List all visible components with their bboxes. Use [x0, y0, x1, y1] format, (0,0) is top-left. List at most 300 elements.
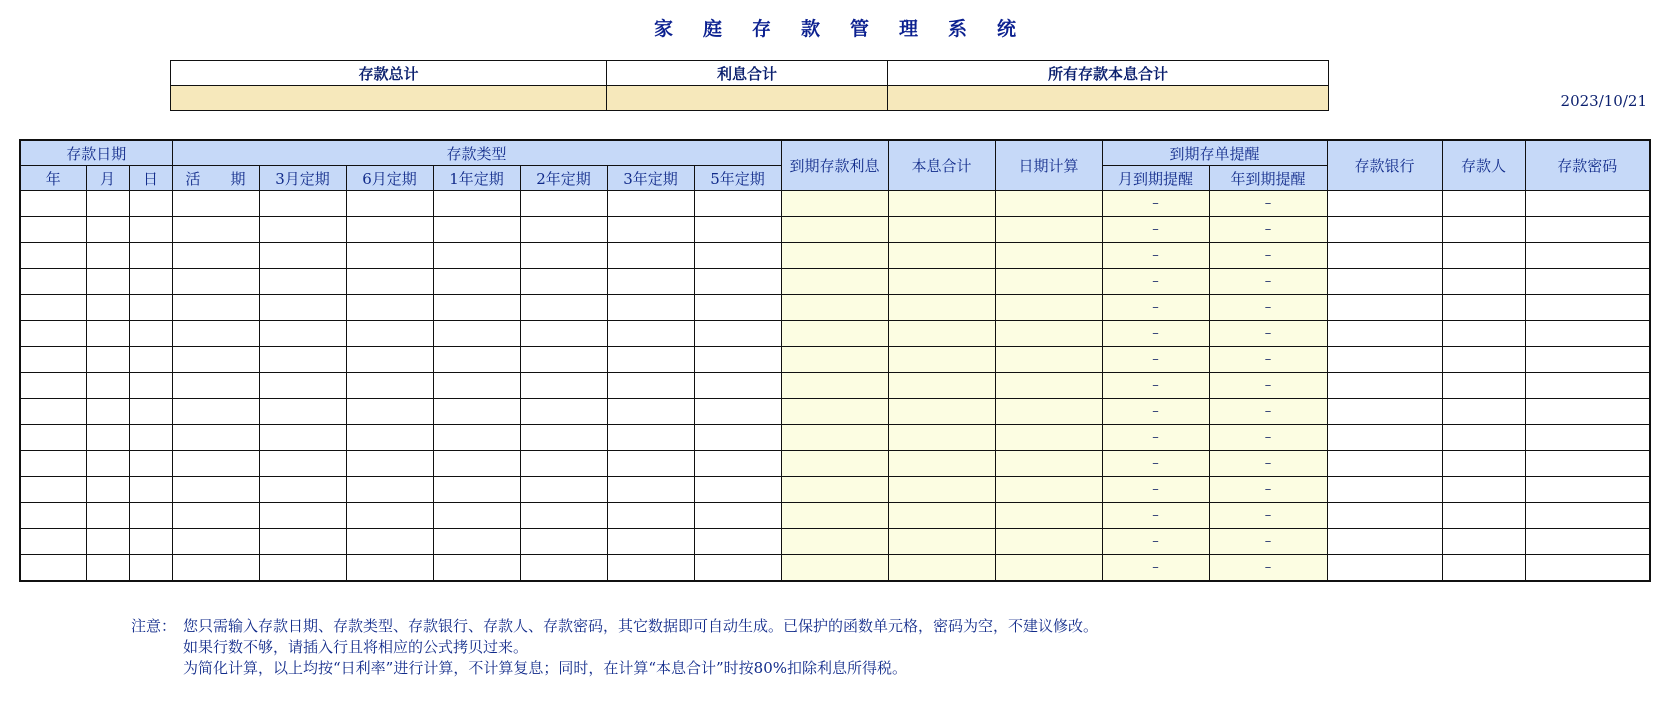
- cell-principal-interest[interactable]: [888, 347, 995, 373]
- cell-6m[interactable]: [346, 269, 433, 295]
- cell-demand[interactable]: [172, 529, 259, 555]
- cell-password[interactable]: [1525, 555, 1650, 582]
- cell-1y[interactable]: [433, 373, 520, 399]
- cell-month-reminder[interactable]: –: [1102, 217, 1209, 243]
- cell-5y[interactable]: [694, 399, 781, 425]
- cell-3y[interactable]: [607, 269, 694, 295]
- cell-maturity-interest[interactable]: [781, 191, 888, 217]
- cell-year-reminder[interactable]: –: [1209, 217, 1327, 243]
- cell-maturity-interest[interactable]: [781, 503, 888, 529]
- cell-month[interactable]: [86, 295, 129, 321]
- cell-month[interactable]: [86, 243, 129, 269]
- cell-demand[interactable]: [172, 425, 259, 451]
- cell-1y[interactable]: [433, 347, 520, 373]
- cell-demand[interactable]: [172, 321, 259, 347]
- cell-2y[interactable]: [520, 347, 607, 373]
- cell-day[interactable]: [129, 217, 172, 243]
- cell-3m[interactable]: [259, 373, 346, 399]
- cell-bank[interactable]: [1327, 399, 1442, 425]
- header-3y: 3年定期: [607, 166, 694, 191]
- cell-principal-interest[interactable]: [888, 451, 995, 477]
- cell-3y[interactable]: [607, 347, 694, 373]
- cell-bank[interactable]: [1327, 425, 1442, 451]
- cell-6m[interactable]: [346, 321, 433, 347]
- cell-depositor[interactable]: [1442, 295, 1525, 321]
- cell-3m[interactable]: [259, 217, 346, 243]
- table-row: [20, 347, 1650, 373]
- cell-3m[interactable]: [259, 347, 346, 373]
- cell-bank[interactable]: [1327, 373, 1442, 399]
- cell-year-reminder[interactable]: –: [1209, 529, 1327, 555]
- cell-maturity-interest[interactable]: [781, 347, 888, 373]
- cell-2y[interactable]: [520, 555, 607, 582]
- cell-6m[interactable]: [346, 295, 433, 321]
- cell-day[interactable]: [129, 243, 172, 269]
- cell-principal-interest[interactable]: [888, 503, 995, 529]
- cell-6m[interactable]: [346, 425, 433, 451]
- cell-year[interactable]: [20, 321, 86, 347]
- cell-5y[interactable]: [694, 451, 781, 477]
- cell-demand[interactable]: [172, 295, 259, 321]
- cell-3y[interactable]: [607, 451, 694, 477]
- cell-password[interactable]: [1525, 503, 1650, 529]
- cell-month-reminder[interactable]: –: [1102, 451, 1209, 477]
- cell-6m[interactable]: [346, 347, 433, 373]
- cell-3y[interactable]: [607, 191, 694, 217]
- cell-principal-interest[interactable]: [888, 243, 995, 269]
- cell-6m[interactable]: [346, 399, 433, 425]
- cell-date-calc[interactable]: [995, 555, 1102, 582]
- cell-3y[interactable]: [607, 503, 694, 529]
- title-char: 管: [850, 18, 872, 40]
- cell-date-calc[interactable]: [995, 503, 1102, 529]
- cell-5y[interactable]: [694, 321, 781, 347]
- cell-principal-interest[interactable]: [888, 529, 995, 555]
- cell-3y[interactable]: [607, 295, 694, 321]
- cell-day[interactable]: [129, 425, 172, 451]
- cell-day[interactable]: [129, 269, 172, 295]
- cell-5y[interactable]: [694, 217, 781, 243]
- cell-1y[interactable]: [433, 295, 520, 321]
- cell-year[interactable]: [20, 425, 86, 451]
- table-row: [20, 425, 1650, 451]
- cell-1y[interactable]: [433, 243, 520, 269]
- cell-2y[interactable]: [520, 321, 607, 347]
- cell-demand[interactable]: [172, 217, 259, 243]
- cell-principal-interest[interactable]: [888, 269, 995, 295]
- cell-day[interactable]: [129, 529, 172, 555]
- cell-2y[interactable]: [520, 425, 607, 451]
- cell-depositor[interactable]: [1442, 269, 1525, 295]
- cell-2y[interactable]: [520, 217, 607, 243]
- cell-password[interactable]: [1525, 217, 1650, 243]
- cell-year-reminder[interactable]: –: [1209, 243, 1327, 269]
- cell-day[interactable]: [129, 555, 172, 582]
- cell-day[interactable]: [129, 503, 172, 529]
- cell-2y[interactable]: [520, 399, 607, 425]
- cell-month[interactable]: [86, 425, 129, 451]
- cell-day[interactable]: [129, 451, 172, 477]
- cell-3y[interactable]: [607, 529, 694, 555]
- cell-demand[interactable]: [172, 373, 259, 399]
- cell-6m[interactable]: [346, 529, 433, 555]
- cell-1y[interactable]: [433, 217, 520, 243]
- cell-password[interactable]: [1525, 321, 1650, 347]
- cell-password[interactable]: [1525, 451, 1650, 477]
- cell-maturity-interest[interactable]: [781, 555, 888, 582]
- cell-5y[interactable]: [694, 295, 781, 321]
- cell-password[interactable]: [1525, 477, 1650, 503]
- cell-year-reminder[interactable]: –: [1209, 399, 1327, 425]
- cell-3m[interactable]: [259, 269, 346, 295]
- cell-year[interactable]: [20, 347, 86, 373]
- cell-bank[interactable]: [1327, 451, 1442, 477]
- cell-day[interactable]: [129, 295, 172, 321]
- cell-1y[interactable]: [433, 191, 520, 217]
- cell-year[interactable]: [20, 529, 86, 555]
- summary-header-total-deposit: 存款总计: [171, 61, 607, 86]
- cell-year[interactable]: [20, 399, 86, 425]
- cell-5y[interactable]: [694, 425, 781, 451]
- cell-year-reminder[interactable]: –: [1209, 321, 1327, 347]
- cell-maturity-interest[interactable]: [781, 451, 888, 477]
- table-row: [20, 399, 1650, 425]
- cell-bank[interactable]: [1327, 503, 1442, 529]
- cell-2y[interactable]: [520, 451, 607, 477]
- cell-bank[interactable]: [1327, 477, 1442, 503]
- cell-password[interactable]: [1525, 425, 1650, 451]
- cell-principal-interest[interactable]: [888, 425, 995, 451]
- cell-year-reminder[interactable]: –: [1209, 425, 1327, 451]
- cell-date-calc[interactable]: [995, 191, 1102, 217]
- cell-principal-interest[interactable]: [888, 191, 995, 217]
- cell-6m[interactable]: [346, 555, 433, 582]
- cell-year-reminder[interactable]: –: [1209, 555, 1327, 582]
- cell-5y[interactable]: [694, 191, 781, 217]
- header-month-reminder: 月到期提醒: [1102, 166, 1209, 191]
- table-row: [20, 477, 1650, 503]
- cell-month[interactable]: [86, 399, 129, 425]
- cell-year[interactable]: [20, 269, 86, 295]
- cell-3m[interactable]: [259, 503, 346, 529]
- cell-year-reminder[interactable]: –: [1209, 503, 1327, 529]
- cell-date-calc[interactable]: [995, 295, 1102, 321]
- cell-1y[interactable]: [433, 321, 520, 347]
- cell-principal-interest[interactable]: [888, 295, 995, 321]
- title-char: 款: [800, 18, 822, 40]
- cell-3m[interactable]: [259, 399, 346, 425]
- cell-date-calc[interactable]: [995, 477, 1102, 503]
- cell-bank[interactable]: [1327, 321, 1442, 347]
- cell-demand[interactable]: [172, 503, 259, 529]
- cell-demand[interactable]: [172, 191, 259, 217]
- cell-month-reminder[interactable]: –: [1102, 191, 1209, 217]
- cell-date-calc[interactable]: [995, 269, 1102, 295]
- cell-1y[interactable]: [433, 451, 520, 477]
- cell-2y[interactable]: [520, 243, 607, 269]
- cell-3m[interactable]: [259, 321, 346, 347]
- cell-6m[interactable]: [346, 217, 433, 243]
- cell-depositor[interactable]: [1442, 373, 1525, 399]
- cell-month[interactable]: [86, 451, 129, 477]
- cell-depositor[interactable]: [1442, 555, 1525, 582]
- cell-month[interactable]: [86, 555, 129, 582]
- cell-month-reminder[interactable]: –: [1102, 295, 1209, 321]
- cell-depositor[interactable]: [1442, 347, 1525, 373]
- title-char: 庭: [702, 18, 724, 40]
- cell-depositor[interactable]: [1442, 217, 1525, 243]
- cell-date-calc[interactable]: [995, 243, 1102, 269]
- cell-bank[interactable]: [1327, 347, 1442, 373]
- cell-principal-interest[interactable]: [888, 217, 995, 243]
- cell-demand[interactable]: [172, 347, 259, 373]
- cell-principal-interest[interactable]: [888, 477, 995, 503]
- cell-depositor[interactable]: [1442, 451, 1525, 477]
- title-char: 家: [653, 18, 675, 40]
- cell-depositor[interactable]: [1442, 503, 1525, 529]
- cell-year[interactable]: [20, 451, 86, 477]
- cell-2y[interactable]: [520, 191, 607, 217]
- cell-3y[interactable]: [607, 321, 694, 347]
- cell-day[interactable]: [129, 347, 172, 373]
- cell-year[interactable]: [20, 373, 86, 399]
- cell-month[interactable]: [86, 373, 129, 399]
- table-row: [20, 321, 1650, 347]
- cell-bank[interactable]: [1327, 529, 1442, 555]
- cell-day[interactable]: [129, 373, 172, 399]
- cell-date-calc[interactable]: [995, 399, 1102, 425]
- cell-3m[interactable]: [259, 295, 346, 321]
- cell-3y[interactable]: [607, 243, 694, 269]
- cell-1y[interactable]: [433, 425, 520, 451]
- cell-password[interactable]: [1525, 295, 1650, 321]
- cell-5y[interactable]: [694, 269, 781, 295]
- cell-maturity-interest[interactable]: [781, 269, 888, 295]
- cell-depositor[interactable]: [1442, 477, 1525, 503]
- cell-1y[interactable]: [433, 555, 520, 582]
- cell-depositor[interactable]: [1442, 399, 1525, 425]
- cell-month-reminder[interactable]: –: [1102, 425, 1209, 451]
- table-row: [20, 269, 1650, 295]
- cell-3y[interactable]: [607, 217, 694, 243]
- cell-3y[interactable]: [607, 425, 694, 451]
- cell-principal-interest[interactable]: [888, 321, 995, 347]
- cell-demand[interactable]: [172, 555, 259, 582]
- cell-depositor[interactable]: [1442, 191, 1525, 217]
- cell-month-reminder[interactable]: –: [1102, 269, 1209, 295]
- cell-demand[interactable]: [172, 399, 259, 425]
- cell-month[interactable]: [86, 347, 129, 373]
- cell-year-reminder[interactable]: –: [1209, 451, 1327, 477]
- cell-year-reminder[interactable]: –: [1209, 191, 1327, 217]
- cell-password[interactable]: [1525, 347, 1650, 373]
- cell-month-reminder[interactable]: –: [1102, 321, 1209, 347]
- title-char: 统: [997, 18, 1019, 40]
- cell-5y[interactable]: [694, 503, 781, 529]
- cell-password[interactable]: [1525, 191, 1650, 217]
- cell-year[interactable]: [20, 243, 86, 269]
- cell-maturity-interest[interactable]: [781, 243, 888, 269]
- cell-2y[interactable]: [520, 503, 607, 529]
- cell-month-reminder[interactable]: –: [1102, 477, 1209, 503]
- cell-depositor[interactable]: [1442, 243, 1525, 269]
- summary-value-grand-total[interactable]: [888, 86, 1329, 111]
- cell-2y[interactable]: [520, 295, 607, 321]
- cell-day[interactable]: [129, 321, 172, 347]
- cell-month[interactable]: [86, 191, 129, 217]
- cell-year[interactable]: [20, 217, 86, 243]
- cell-2y[interactable]: [520, 477, 607, 503]
- cell-month-reminder[interactable]: –: [1102, 347, 1209, 373]
- note-line: 如果行数不够，请插入行且将相应的公式拷贝过来。: [183, 638, 529, 656]
- cell-5y[interactable]: [694, 243, 781, 269]
- summary-header-interest-total: 利息合计: [607, 61, 888, 86]
- cell-6m[interactable]: [346, 373, 433, 399]
- cell-maturity-interest[interactable]: [781, 477, 888, 503]
- cell-month-reminder[interactable]: –: [1102, 529, 1209, 555]
- header-demand: 活 期: [172, 166, 259, 191]
- cell-day[interactable]: [129, 191, 172, 217]
- cell-password[interactable]: [1525, 529, 1650, 555]
- cell-6m[interactable]: [346, 191, 433, 217]
- summary-value-interest-total[interactable]: [607, 86, 888, 111]
- cell-year-reminder[interactable]: –: [1209, 269, 1327, 295]
- cell-3y[interactable]: [607, 555, 694, 582]
- cell-date-calc[interactable]: [995, 373, 1102, 399]
- cell-3m[interactable]: [259, 191, 346, 217]
- page-title: [0, 14, 1672, 41]
- cell-maturity-interest[interactable]: [781, 373, 888, 399]
- cell-month-reminder[interactable]: –: [1102, 555, 1209, 582]
- header-principal-interest: 本息合计: [888, 140, 995, 191]
- cell-month[interactable]: [86, 477, 129, 503]
- cell-2y[interactable]: [520, 269, 607, 295]
- cell-6m[interactable]: [346, 243, 433, 269]
- cell-5y[interactable]: [694, 347, 781, 373]
- cell-month[interactable]: [86, 529, 129, 555]
- cell-year[interactable]: [20, 295, 86, 321]
- cell-date-calc[interactable]: [995, 321, 1102, 347]
- cell-password[interactable]: [1525, 373, 1650, 399]
- cell-3m[interactable]: [259, 555, 346, 582]
- cell-bank[interactable]: [1327, 295, 1442, 321]
- cell-6m[interactable]: [346, 503, 433, 529]
- cell-year-reminder[interactable]: –: [1209, 373, 1327, 399]
- cell-1y[interactable]: [433, 503, 520, 529]
- cell-year-reminder[interactable]: –: [1209, 477, 1327, 503]
- cell-month[interactable]: [86, 269, 129, 295]
- cell-password[interactable]: [1525, 399, 1650, 425]
- cell-bank[interactable]: [1327, 555, 1442, 582]
- header-bank: 存款银行: [1327, 140, 1442, 191]
- header-password: 存款密码: [1525, 140, 1650, 191]
- cell-2y[interactable]: [520, 373, 607, 399]
- cell-month-reminder[interactable]: –: [1102, 503, 1209, 529]
- cell-depositor[interactable]: [1442, 425, 1525, 451]
- cell-year-reminder[interactable]: –: [1209, 295, 1327, 321]
- cell-depositor[interactable]: [1442, 321, 1525, 347]
- cell-principal-interest[interactable]: [888, 555, 995, 582]
- cell-year[interactable]: [20, 477, 86, 503]
- cell-maturity-interest[interactable]: [781, 399, 888, 425]
- cell-3m[interactable]: [259, 477, 346, 503]
- cell-bank[interactable]: [1327, 191, 1442, 217]
- cell-5y[interactable]: [694, 529, 781, 555]
- cell-day[interactable]: [129, 399, 172, 425]
- cell-date-calc[interactable]: [995, 347, 1102, 373]
- cell-month-reminder[interactable]: –: [1102, 373, 1209, 399]
- header-date-calc: 日期计算: [995, 140, 1102, 191]
- cell-5y[interactable]: [694, 477, 781, 503]
- header-day: 日: [129, 166, 172, 191]
- cell-1y[interactable]: [433, 399, 520, 425]
- cell-date-calc[interactable]: [995, 529, 1102, 555]
- cell-principal-interest[interactable]: [888, 399, 995, 425]
- cell-6m[interactable]: [346, 451, 433, 477]
- cell-day[interactable]: [129, 477, 172, 503]
- cell-maturity-interest[interactable]: [781, 529, 888, 555]
- cell-year-reminder[interactable]: –: [1209, 347, 1327, 373]
- cell-1y[interactable]: [433, 477, 520, 503]
- cell-month-reminder[interactable]: –: [1102, 243, 1209, 269]
- cell-maturity-interest[interactable]: [781, 295, 888, 321]
- summary-value-total-deposit[interactable]: [171, 86, 607, 111]
- cell-demand[interactable]: [172, 269, 259, 295]
- cell-1y[interactable]: [433, 529, 520, 555]
- cell-2y[interactable]: [520, 529, 607, 555]
- cell-maturity-interest[interactable]: [781, 217, 888, 243]
- cell-bank[interactable]: [1327, 243, 1442, 269]
- cell-month[interactable]: [86, 503, 129, 529]
- cell-principal-interest[interactable]: [888, 373, 995, 399]
- cell-demand[interactable]: [172, 243, 259, 269]
- cell-5y[interactable]: [694, 555, 781, 582]
- cell-5y[interactable]: [694, 373, 781, 399]
- cell-month[interactable]: [86, 217, 129, 243]
- cell-year[interactable]: [20, 191, 86, 217]
- cell-demand[interactable]: [172, 451, 259, 477]
- cell-3m[interactable]: [259, 425, 346, 451]
- title-char: 存: [751, 18, 773, 40]
- table-row: [20, 451, 1650, 477]
- cell-date-calc[interactable]: [995, 425, 1102, 451]
- cell-month-reminder[interactable]: –: [1102, 399, 1209, 425]
- cell-password[interactable]: [1525, 269, 1650, 295]
- cell-maturity-interest[interactable]: [781, 425, 888, 451]
- cell-6m[interactable]: [346, 477, 433, 503]
- summary-table: [170, 60, 1329, 111]
- cell-3y[interactable]: [607, 373, 694, 399]
- cell-3m[interactable]: [259, 529, 346, 555]
- cell-year[interactable]: [20, 503, 86, 529]
- cell-password[interactable]: [1525, 243, 1650, 269]
- cell-bank[interactable]: [1327, 269, 1442, 295]
- cell-3y[interactable]: [607, 399, 694, 425]
- cell-3m[interactable]: [259, 451, 346, 477]
- header-depositor: 存款人: [1442, 140, 1525, 191]
- cell-date-calc[interactable]: [995, 451, 1102, 477]
- cell-maturity-interest[interactable]: [781, 321, 888, 347]
- cell-bank[interactable]: [1327, 217, 1442, 243]
- cell-year[interactable]: [20, 555, 86, 582]
- cell-demand[interactable]: [172, 477, 259, 503]
- cell-date-calc[interactable]: [995, 217, 1102, 243]
- cell-month[interactable]: [86, 321, 129, 347]
- cell-3y[interactable]: [607, 477, 694, 503]
- cell-depositor[interactable]: [1442, 529, 1525, 555]
- cell-3m[interactable]: [259, 243, 346, 269]
- cell-1y[interactable]: [433, 269, 520, 295]
